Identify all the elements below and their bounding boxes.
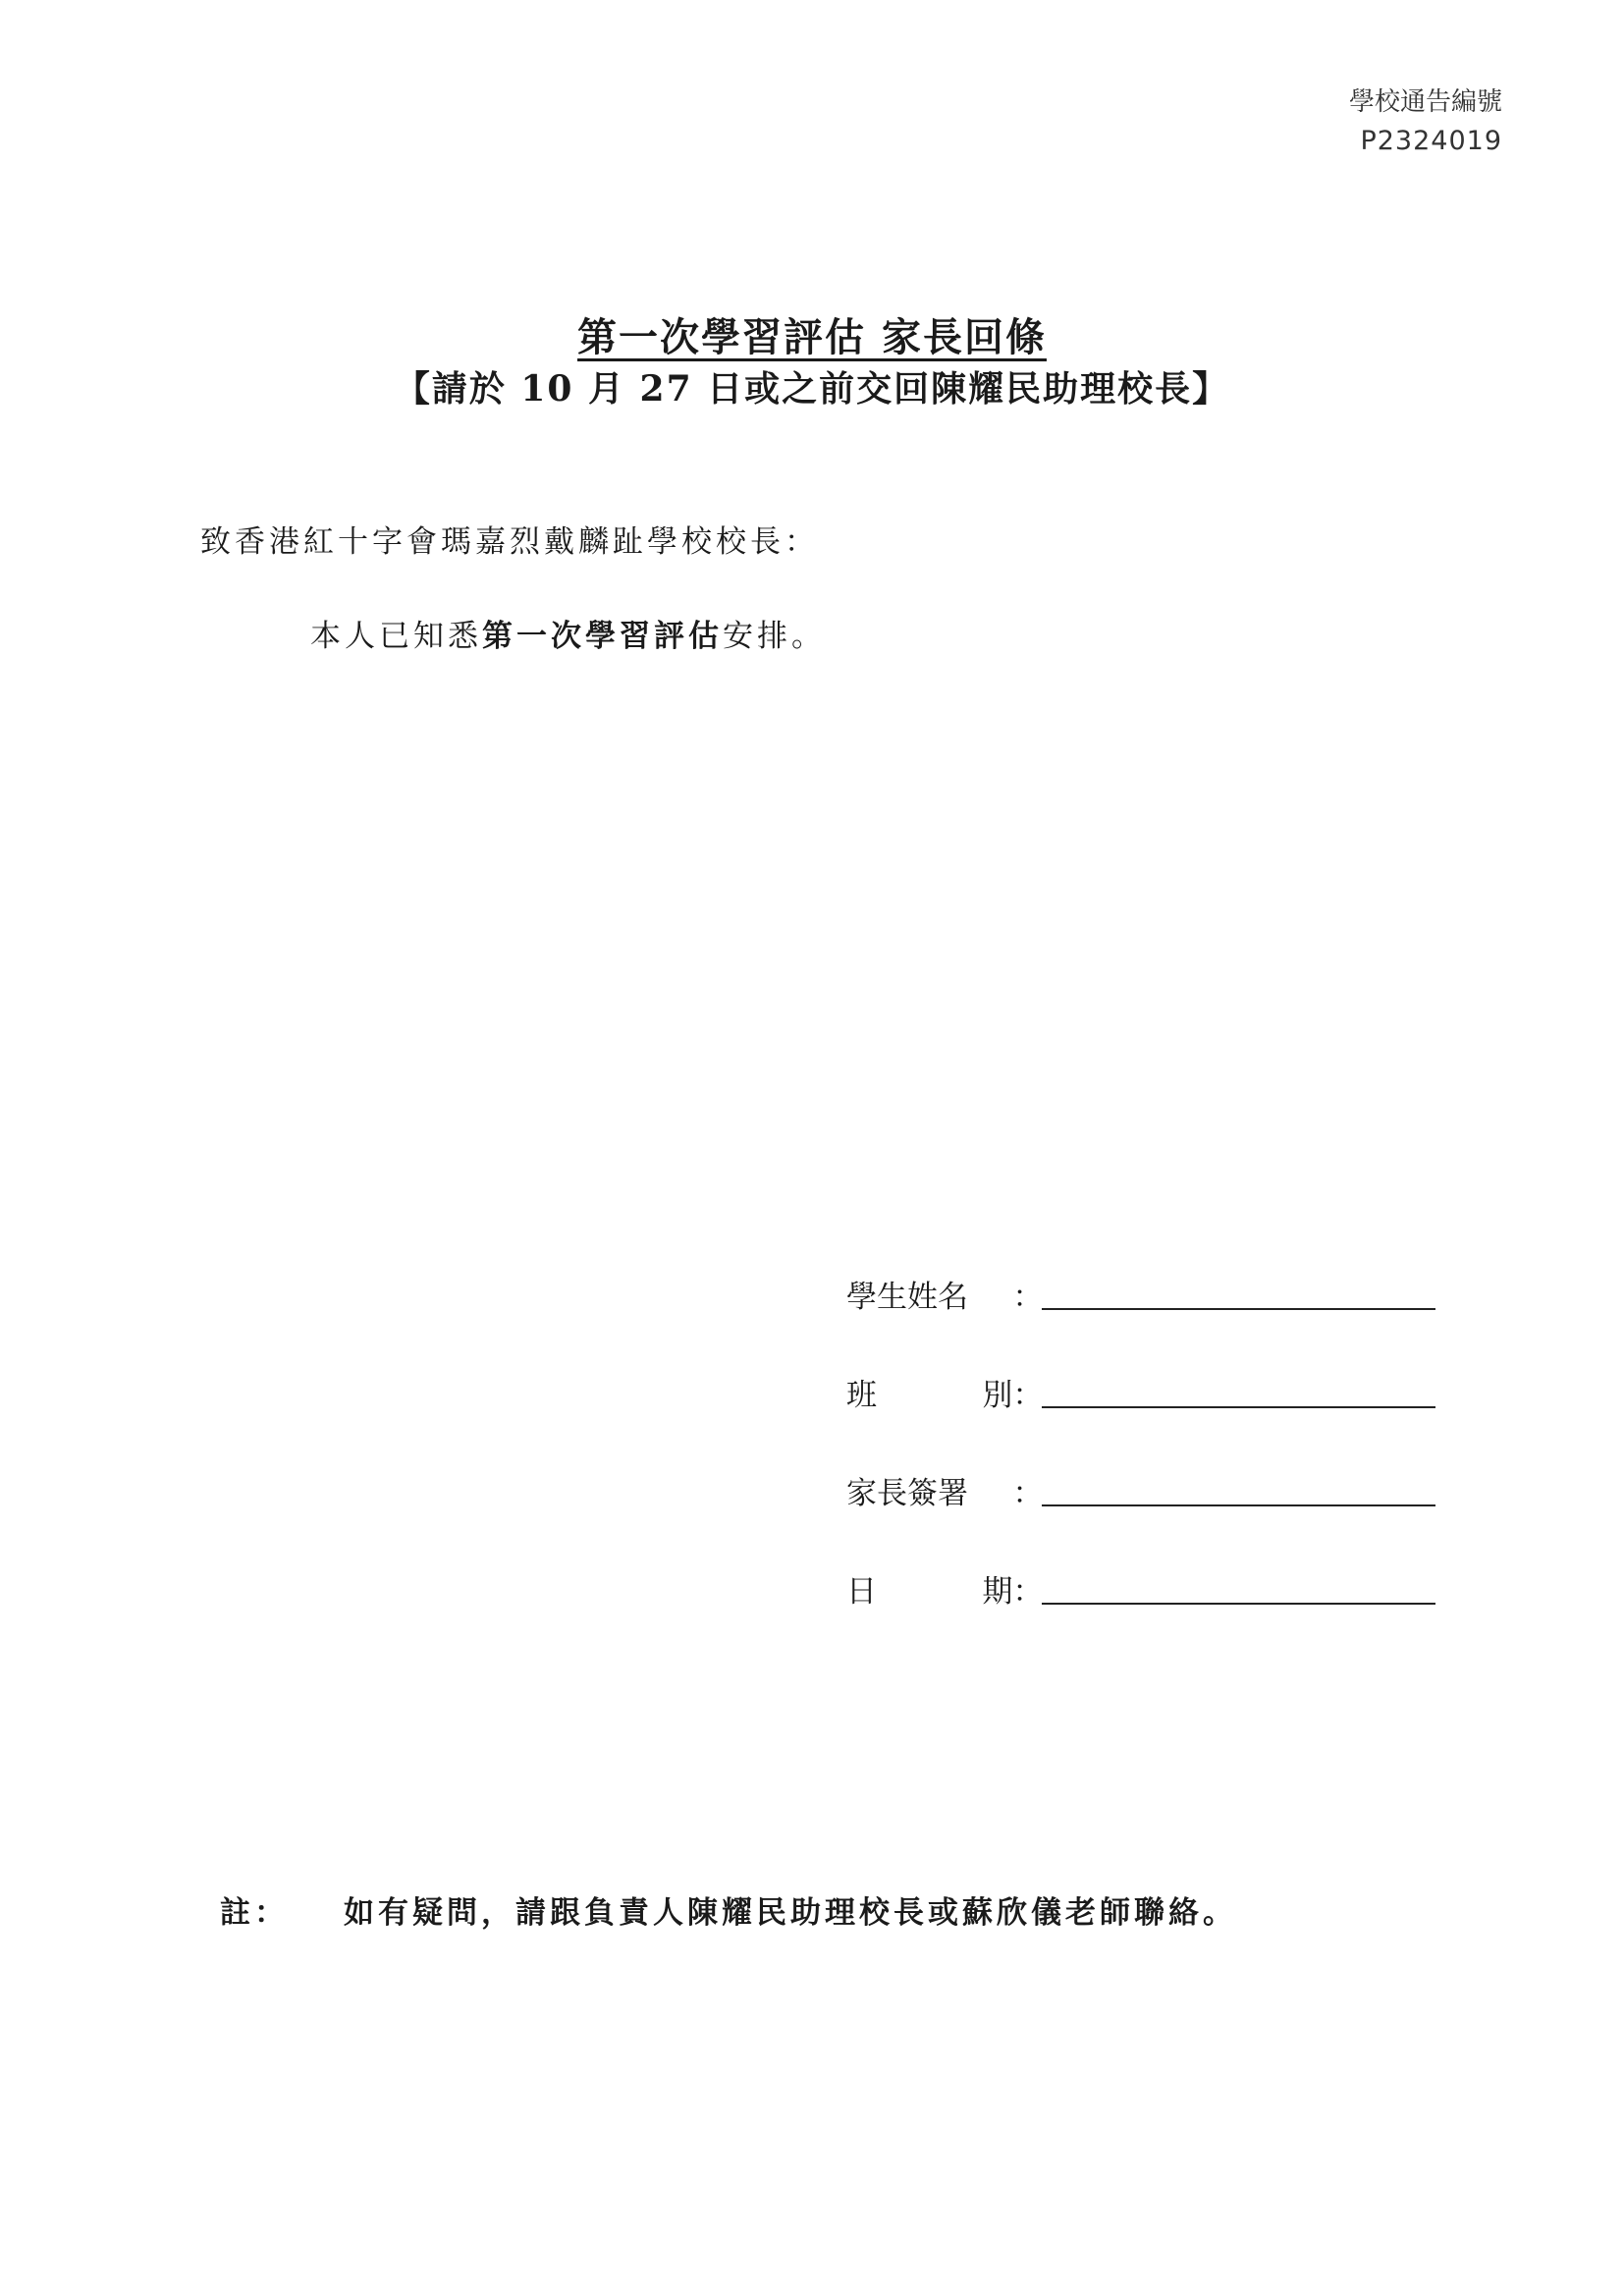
footnote-label: 註： — [220, 1895, 289, 1931]
form-row-signature — [846, 1463, 1435, 1512]
form-row-student-name — [846, 1267, 1435, 1316]
document-title — [0, 306, 1624, 362]
class-label — [846, 1370, 1012, 1414]
signature-label-text: 家長簽署 — [846, 1476, 968, 1511]
document-title-text: 第一次學習評估 家長回條 — [577, 314, 1047, 360]
class-label-char-2: 別 — [982, 1378, 1013, 1413]
class-colon: ： — [1012, 1378, 1044, 1413]
class-field[interactable] — [1042, 1406, 1435, 1408]
date-label-char-1: 日 — [846, 1574, 877, 1610]
date-field[interactable] — [1042, 1603, 1435, 1605]
date-label-char-2: 期 — [982, 1574, 1013, 1610]
salutation: 致香港紅十字會瑪嘉烈戴麟趾學校校長： — [200, 524, 819, 560]
student-name-field[interactable] — [1042, 1308, 1435, 1310]
footnote-text: 如有疑問，請跟負責人陳耀民助理校長或蘇欣儀老師聯絡。 — [344, 1895, 1237, 1931]
footnote — [220, 1887, 1237, 1932]
class-label-char-1: 班 — [846, 1378, 877, 1413]
acknowledgement-prefix: 本人已知悉 — [310, 619, 482, 654]
acknowledgement-suffix: 安排。 — [723, 619, 826, 654]
document-subtitle: 【請於 10 月 27 日或之前交回陳耀民助理校長】 — [394, 368, 1230, 410]
form-row-date — [846, 1561, 1435, 1611]
acknowledgement-bold: 第一次學習評估 — [482, 619, 723, 654]
notice-number-code: P2324019 — [1360, 126, 1502, 156]
signature-colon: ： — [1012, 1476, 1044, 1511]
student-name-label-text: 學生姓名 — [846, 1280, 968, 1315]
date-colon: ： — [1012, 1574, 1044, 1610]
signature-label — [846, 1468, 1012, 1512]
student-name-label — [846, 1272, 1012, 1316]
form-row-class — [846, 1365, 1435, 1414]
notice-number-label: 學校通告編號 — [1348, 87, 1502, 117]
notice-number-block — [1349, 82, 1502, 161]
signature-field[interactable] — [1042, 1504, 1435, 1506]
date-label — [846, 1566, 1012, 1611]
acknowledgement-text — [310, 611, 826, 655]
student-name-colon: ： — [1012, 1280, 1044, 1315]
